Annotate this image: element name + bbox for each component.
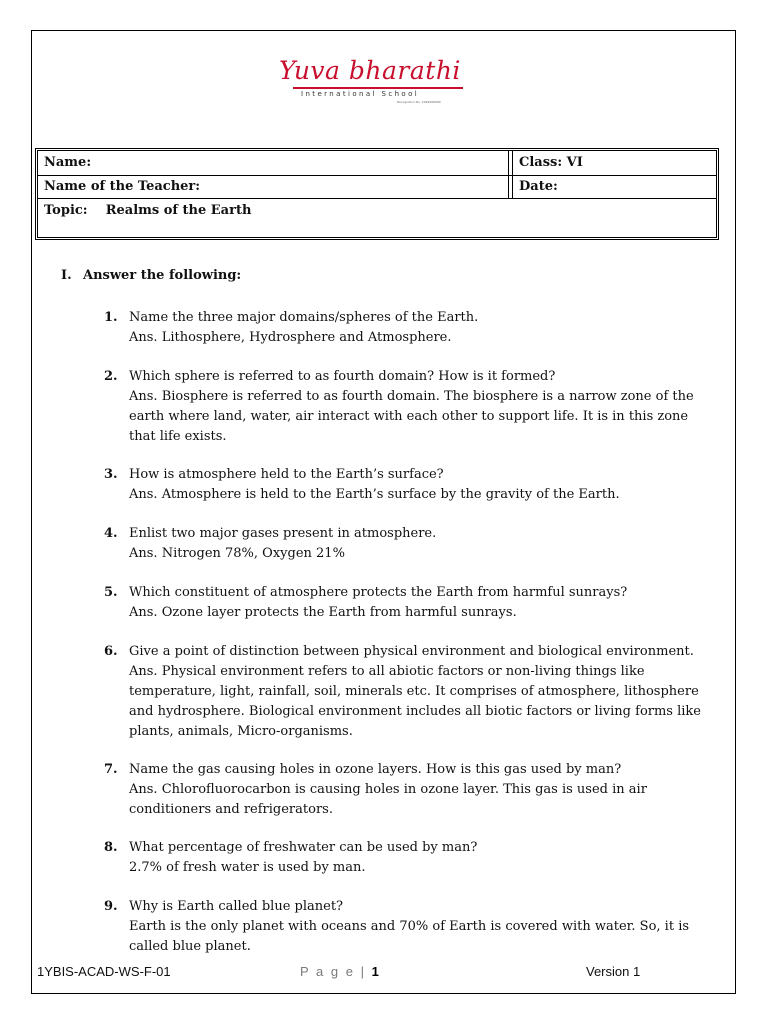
question-text: Name the three major domains/spheres of the Earth. [129,310,479,325]
footer-page-number: 1 [371,964,379,979]
logo-subtitle: International School [301,90,420,98]
question-text: How is atmosphere held to the Earth’s surface? [129,467,444,482]
question-number: 1. [104,310,118,325]
answer-text: 2.7% of fresh water is used by man. [129,860,366,875]
topic-label: Topic: Realms of the Earth [44,203,252,218]
answer-text: Ans. Ozone layer protects the Earth from harmful sunrays. [129,605,517,620]
question-number: 6. [104,644,118,659]
question-number: 9. [104,899,118,914]
school-logo [279,56,469,106]
table-divider [38,198,716,199]
footer-version: Version 1 [586,964,641,979]
name-label: Name: [44,155,92,170]
section-title: Answer the following: [83,268,242,283]
class-label: Class: VI [519,155,583,170]
question-number: 5. [104,585,118,600]
answer-text: Ans. Biosphere is referred to as fourth domain. The biosphere is a narrow zone of the earth where land, water, air interact with each other to support life. It is in this zone that life exists. [129,389,694,444]
question-number: 4. [104,526,118,541]
footer-doc-code: 1YBIS-ACAD-WS-F-01 [37,964,171,979]
question-item [104,897,714,957]
answer-text: Ans. Atmosphere is held to the Earth’s surface by the gravity of the Earth. [129,487,620,502]
answer-text: Ans. Physical environment refers to all abiotic factors or non-living things like temperature, light, rainfall, soil, minerals etc. It comprises of atmosphere, lithosphere and hydrosphere. Biological environment includes all biotic factors or living forms like plants, animals, Micro-organisms. [129,664,701,739]
question-number: 2. [104,369,118,384]
question-item [104,642,714,742]
question-item [104,583,714,623]
student-info-table [35,148,719,240]
question-item [104,524,714,564]
question-text: Give a point of distinction between physical environment and biological environment. [129,644,694,659]
answer-text: Earth is the only planet with oceans and 70% of Earth is covered with water. So, it is called blue planet. [129,919,690,954]
answer-text: Ans. Chlorofluorocarbon is causing holes in ozone layer. This gas is used in air conditioners and refrigerators. [129,782,647,817]
logo-registration: Recognition No. 1999999999 [397,100,441,104]
question-number: 7. [104,762,118,777]
question-item [104,465,714,505]
answer-text: Ans. Nitrogen 78%, Oxygen 21% [129,546,345,561]
logo-underline [293,87,463,89]
table-divider [38,175,716,176]
question-text: Name the gas causing holes in ozone layers. How is this gas used by man? [129,762,622,777]
footer-page-label: P a g e | [300,964,366,979]
logo-brand: Yuva bharathi [279,56,461,85]
question-text: What percentage of freshwater can be used by man? [129,840,478,855]
question-text: Which sphere is referred to as fourth domain? How is it formed? [129,369,556,384]
question-text: Enlist two major gases present in atmosphere. [129,526,437,541]
table-divider [512,151,513,198]
question-number: 3. [104,467,118,482]
question-number: 8. [104,840,118,855]
footer-page-indicator [300,964,379,979]
question-item [104,367,714,447]
section-heading [61,268,241,283]
answer-text: Ans. Lithosphere, Hydrosphere and Atmosphere. [129,330,452,345]
section-number: I. [61,268,72,283]
question-item [104,838,714,878]
question-text: Which constituent of atmosphere protects the Earth from harmful sunrays? [129,585,628,600]
question-text: Why is Earth called blue planet? [129,899,344,914]
teacher-label: Name of the Teacher: [44,179,201,194]
date-label: Date: [519,179,558,194]
question-item [104,308,714,348]
table-divider [508,151,509,198]
question-item [104,760,714,820]
